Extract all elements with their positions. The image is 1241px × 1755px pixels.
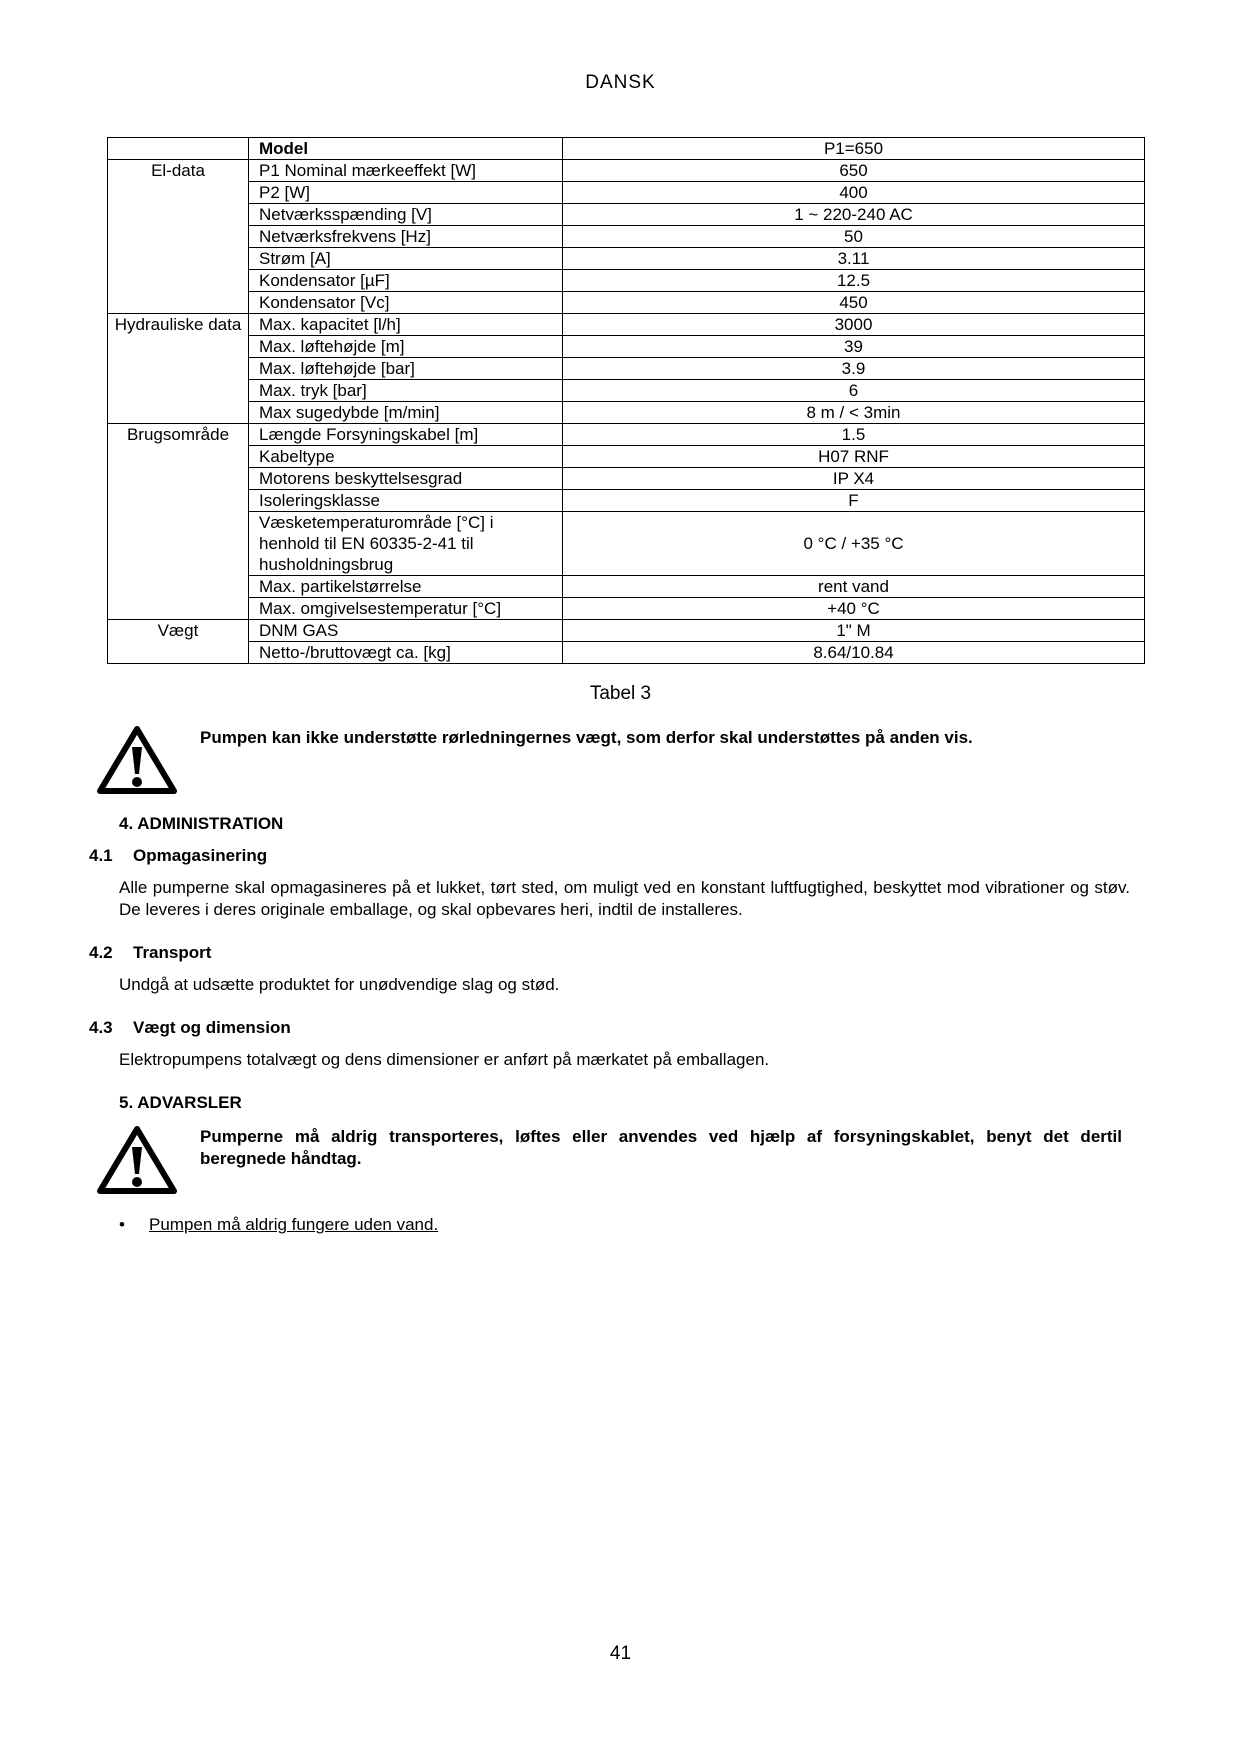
- section-4-1-heading: [89, 846, 267, 866]
- table-row: [108, 358, 1145, 380]
- param-cell: Netto-/bruttovægt ca. [kg]: [249, 642, 563, 664]
- bullet-item: [119, 1215, 438, 1235]
- param-cell: Max. løftehøjde [m]: [249, 336, 563, 358]
- group-usage: Brugsområde: [108, 424, 249, 620]
- page-number: 41: [609, 1643, 632, 1664]
- technical-data-table: [107, 137, 1145, 664]
- bullet-text: Pumpen må aldrig fungere uden vand.: [149, 1215, 439, 1234]
- table-row: [108, 446, 1145, 468]
- param-cell: Max. partikelstørrelse: [249, 576, 563, 598]
- section-4-heading: 4. ADMINISTRATION: [119, 814, 284, 833]
- param-cell: Strøm [A]: [249, 248, 563, 270]
- model-label: Model: [249, 138, 563, 160]
- param-cell: Netværksspænding [V]: [249, 204, 563, 226]
- param-cell: P2 [W]: [249, 182, 563, 204]
- table-caption: Tabel 3: [589, 683, 652, 704]
- table-row: [108, 490, 1145, 512]
- group-weight: Vægt: [108, 620, 249, 664]
- param-cell: DNM GAS: [249, 620, 563, 642]
- warning-text-cable: Pumperne må aldrig transporteres, løftes eller anvendes ved hjælp af forsyningskablet, benyt det dertil beregnede håndtag.: [200, 1127, 1122, 1168]
- param-cell: Kondensator [Vc]: [249, 292, 563, 314]
- value-cell: +40 °C: [563, 598, 1145, 620]
- table-row: [108, 248, 1145, 270]
- section-4-2-text: Undgå at udsætte produktet for unødvendige slag og stød.: [119, 975, 560, 994]
- value-cell: 8 m / < 3min: [563, 402, 1145, 424]
- param-cell: Max. tryk [bar]: [249, 380, 563, 402]
- param-cell: Væsketemperaturområde [°C] i henhold til EN 60335-2-41 til husholdningsbrug: [249, 512, 563, 576]
- param-cell: P1 Nominal mærkeeffekt [W]: [249, 160, 563, 182]
- value-cell: 8.64/10.84: [563, 642, 1145, 664]
- param-cell: Kondensator [µF]: [249, 270, 563, 292]
- param-cell: Max sugedybde [m/min]: [249, 402, 563, 424]
- value-cell: 1.5: [563, 424, 1145, 446]
- value-cell: 400: [563, 182, 1145, 204]
- warning-icon: [96, 725, 178, 795]
- table-row: [108, 226, 1145, 248]
- section-4-2-heading: [89, 943, 211, 963]
- param-cell: Kabeltype: [249, 446, 563, 468]
- value-cell: 50: [563, 226, 1145, 248]
- table-row: [108, 336, 1145, 358]
- value-cell: rent vand: [563, 576, 1145, 598]
- table-row: [108, 380, 1145, 402]
- model-value: P1=650: [563, 138, 1145, 160]
- section-4-3-text: Elektropumpens totalvægt og dens dimensioner er anført på mærkatet på emballagen.: [119, 1050, 770, 1069]
- value-cell: 12.5: [563, 270, 1145, 292]
- table-row: [108, 182, 1145, 204]
- value-cell: 6: [563, 380, 1145, 402]
- section-title: Opmagasinering: [133, 846, 268, 865]
- value-cell: 650: [563, 160, 1145, 182]
- bullet-symbol: •: [119, 1215, 125, 1234]
- section-number: 4.1: [89, 846, 113, 865]
- param-cell: Max. løftehøjde [bar]: [249, 358, 563, 380]
- table-row: [108, 598, 1145, 620]
- group-cell-empty: [108, 138, 249, 160]
- section-title: Transport: [133, 943, 212, 962]
- table-row: [108, 576, 1145, 598]
- param-cell: Max. omgivelsestemperatur [°C]: [249, 598, 563, 620]
- param-cell: Motorens beskyttelsesgrad: [249, 468, 563, 490]
- table-row: [108, 160, 1145, 182]
- value-cell: 3.9: [563, 358, 1145, 380]
- value-cell: 3000: [563, 314, 1145, 336]
- section-4-3-heading: [89, 1018, 291, 1038]
- group-hydraulic: Hydrauliske data: [108, 314, 249, 424]
- value-cell: 3.11: [563, 248, 1145, 270]
- section-5-heading: 5. ADVARSLER: [119, 1093, 242, 1112]
- param-cell: Max. kapacitet [l/h]: [249, 314, 563, 336]
- table-row: [108, 270, 1145, 292]
- value-cell: 1" M: [563, 620, 1145, 642]
- warning-icon: [96, 1125, 178, 1195]
- table-row: [108, 292, 1145, 314]
- value-cell: IP X4: [563, 468, 1145, 490]
- table-row: [108, 314, 1145, 336]
- section-title: Vægt og dimension: [133, 1018, 291, 1037]
- section-number: 4.2: [89, 943, 113, 962]
- value-cell: 0 °C / +35 °C: [563, 512, 1145, 576]
- section-4-1-text: Alle pumperne skal opmagasineres på et lukket, tørt sted, om muligt ved en konstant luftfugtighed, beskyttet mod vibrationer og støv. De leveres i deres originale emballage, og skal opbevares heri, indtil de installeres.: [119, 878, 1130, 919]
- table-row: [108, 468, 1145, 490]
- param-cell: Netværksfrekvens [Hz]: [249, 226, 563, 248]
- value-cell: F: [563, 490, 1145, 512]
- value-cell: 39: [563, 336, 1145, 358]
- page-header: DANSK: [585, 72, 656, 93]
- table-row: [108, 512, 1145, 576]
- table-row: [108, 138, 1145, 160]
- section-number: 4.3: [89, 1018, 113, 1037]
- value-cell: 450: [563, 292, 1145, 314]
- value-cell: H07 RNF: [563, 446, 1145, 468]
- group-el-data: El-data: [108, 160, 249, 314]
- param-cell: Længde Forsyningskabel [m]: [249, 424, 563, 446]
- table-row: [108, 642, 1145, 664]
- value-cell: 1 ~ 220-240 AC: [563, 204, 1145, 226]
- param-cell: Isoleringsklasse: [249, 490, 563, 512]
- table-row: [108, 424, 1145, 446]
- table-row: [108, 204, 1145, 226]
- table-row: [108, 620, 1145, 642]
- table-row: [108, 402, 1145, 424]
- warning-text-pipe-weight: Pumpen kan ikke understøtte rørledningernes vægt, som derfor skal understøttes på anden vis.: [200, 728, 973, 747]
